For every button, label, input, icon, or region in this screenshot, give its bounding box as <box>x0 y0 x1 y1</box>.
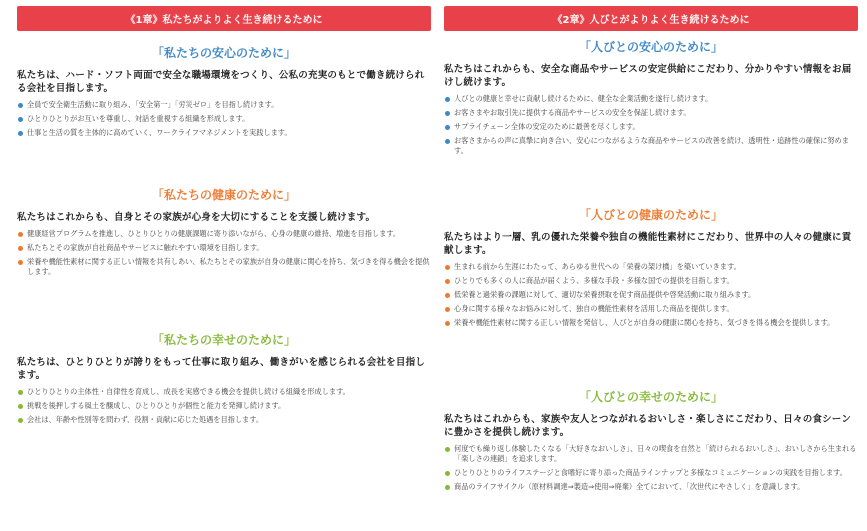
bullet-dot-icon <box>18 246 23 251</box>
chapter-1-header <box>17 6 431 31</box>
bullet-dot-icon <box>445 111 450 116</box>
bullet-dot-icon <box>445 125 450 130</box>
chapter-1-title: 《1章》私たちがよりよく生き続けるために <box>125 15 323 26</box>
list-item: ひとりひとりの主体性・自律性を育成し、成長を実感できる機会を提供し続ける組織を形成します。 <box>17 387 431 397</box>
bullet-dot-icon <box>445 139 450 144</box>
bullet-dot-icon <box>445 97 450 102</box>
section-lead: 私たちはこれからも、家族や友人とつながれるおいしさ・楽しさにこだわり、日々の食シーンに豊かさを提供し続けます。 <box>444 414 852 438</box>
section-lead: 私たちは、ハード・ソフト両面で安全な職場環境をつくり、公私の充実のもとで働き続けられる会社を目指します。 <box>17 70 425 94</box>
list-item: 栄養や機能性素材に関する正しい情報を共有しあい、私たちとその家族が自身の健康に関心を持ち、気づきを得る機会を提供します。 <box>17 257 431 277</box>
section-peoples-safety <box>444 38 858 160</box>
bullet-dot-icon <box>18 131 23 136</box>
list-item: 仕事と生活の質を主体的に高めていく、ワークライフマネジメントを実践します。 <box>17 128 431 138</box>
bullet-list <box>444 94 858 156</box>
section-our-happiness <box>17 331 431 429</box>
bullet-dot-icon <box>18 117 23 122</box>
list-item: お客さまやお取引先に提供する商品やサービスの安全を保証し続けます。 <box>444 108 858 118</box>
list-item: 低栄養と過栄養の課題に対して、適切な栄養摂取を促す商品提供や啓発活動に取り組みます。 <box>444 290 858 300</box>
bullet-dot-icon <box>445 307 450 312</box>
list-item: ひとりひとりがお互いを尊重し、対話を重視する組織を形成します。 <box>17 114 431 124</box>
list-item: 私たちとその家族が自社商品やサービスに触れやすい環境を目指します。 <box>17 243 431 253</box>
list-item: 全員で安全衛生活動に取り組み、「安全第一」「労災ゼロ」を目指し続けます。 <box>17 100 431 110</box>
chapter-2-title: 《2章》人びとがよりよく生き続けるために <box>552 15 750 26</box>
list-item: 挑戦を後押しする風土を醸成し、ひとりひとりが個性と能力を発揮し続けます。 <box>17 401 431 411</box>
section-title: 「人びとの安心のために」 <box>578 40 723 54</box>
section-title: 「私たちの健康のために」 <box>151 188 296 202</box>
list-item: 会社は、年齢や性別等を問わず、役割・貢献に応じた処遇を目指します。 <box>17 415 431 425</box>
section-peoples-happiness <box>444 388 858 496</box>
section-title: 「人びとの健康のために」 <box>578 208 723 222</box>
bullet-dot-icon <box>445 279 450 284</box>
section-title: 「人びとの幸せのために」 <box>578 390 723 404</box>
bullet-list <box>444 444 858 492</box>
bullet-dot-icon <box>445 447 450 452</box>
chapter-1-column <box>17 6 431 424</box>
bullet-list <box>17 387 431 425</box>
section-peoples-health <box>444 206 858 332</box>
section-lead: 私たちはこれからも、自身とその家族が心身を大切にすることを支援し続けます。 <box>17 212 376 223</box>
section-lead: 私たちは、ひとりひとりが誇りをもって仕事に取り組み、働きがいを感じられる会社を目指します。 <box>17 357 425 381</box>
list-item: お客さまからの声に真摯に向き合い、安心につながるような商品やサービスの改善を続け、透明性・追跡性の確保に努めます。 <box>444 136 858 156</box>
chapter-2-column <box>444 6 858 491</box>
bullet-list <box>444 262 858 328</box>
bullet-dot-icon <box>18 103 23 108</box>
bullet-dot-icon <box>18 418 23 423</box>
section-lead: 私たちはより一層、乳の優れた栄養や独自の機能性素材にこだわり、世界中の人々の健康に貢献します。 <box>444 232 852 256</box>
bullet-dot-icon <box>445 471 450 476</box>
list-item: ひとりでも多くの人に商品が届くよう、多様な手段・多様な国での提供を目指します。 <box>444 276 858 286</box>
list-item: 健康経営プログラムを推進し、ひとりひとりの健康課題に寄り添いながら、心身の健康の維持、増進を目指します。 <box>17 229 431 239</box>
list-item: ひとりひとりのライフステージと食嗜好に寄り添った商品ラインナップと多様なコミュニケーションの実践を目指します。 <box>444 468 858 478</box>
list-item: 何度でも繰り返し体験したくなる「大好きなおいしさ」、日々の喫食を自然と「続けられるおいしさ」、おいしさから生まれる「楽しさの連鎖」を追求します。 <box>444 444 858 464</box>
bullet-list <box>17 229 431 277</box>
section-our-health <box>17 186 431 281</box>
bullet-dot-icon <box>18 404 23 409</box>
list-item: 人びとの健康と幸せに貢献し続けるために、健全な企業活動を遂行し続けます。 <box>444 94 858 104</box>
bullet-dot-icon <box>18 390 23 395</box>
bullet-dot-icon <box>445 485 450 490</box>
list-item: 栄養や機能性素材に関する正しい情報を発信し、人びとが自身の健康に関心を持ち、気づきを得る機会を提供します。 <box>444 318 858 328</box>
section-title: 「私たちの安心のために」 <box>151 46 296 60</box>
list-item: 生まれる前から生涯にわたって、あらゆる世代への「栄養の架け橋」を築いていきます。 <box>444 262 858 272</box>
bullet-dot-icon <box>18 232 23 237</box>
section-our-safety <box>17 44 431 142</box>
section-lead: 私たちはこれからも、安全な商品やサービスの安定供給にこだわり、分かりやすい情報をお届けし続けます。 <box>444 64 852 88</box>
bullet-dot-icon <box>445 265 450 270</box>
bullet-dot-icon <box>445 321 450 326</box>
list-item: サプライチェーン全体の安定のために最善を尽くします。 <box>444 122 858 132</box>
bullet-dot-icon <box>445 293 450 298</box>
bullet-dot-icon <box>18 260 23 265</box>
list-item: 心身に関する様々なお悩みに対して、独自の機能性素材を活用した商品を提供します。 <box>444 304 858 314</box>
section-title: 「私たちの幸せのために」 <box>151 333 296 347</box>
chapter-2-header <box>444 6 858 31</box>
bullet-list <box>17 100 431 138</box>
list-item: 商品のライフサイクル（原材料調達⇒製造⇒使用⇒廃棄）全てにおいて、「次世代にやさしく」を意識します。 <box>444 482 858 492</box>
